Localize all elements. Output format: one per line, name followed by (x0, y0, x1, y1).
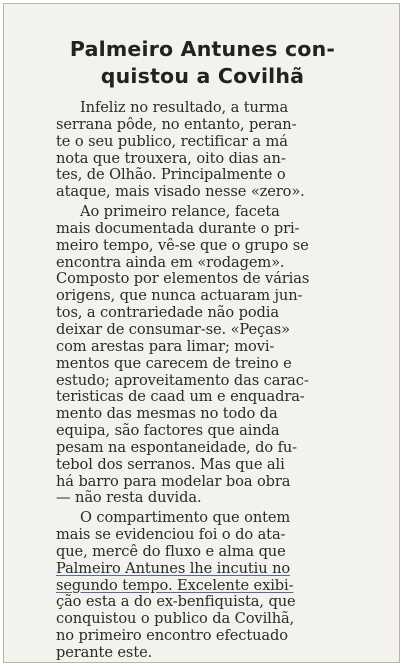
text-line: Infeliz no resultado, a turma (80, 100, 289, 116)
text-line: te o seu publico, rectificar a má (56, 133, 288, 150)
headline-line: quistou a Covilhã (100, 64, 305, 88)
text-line: O compartimento que ontem (80, 510, 291, 527)
text-line: com arestas para limar; movi- (56, 338, 275, 355)
text-line: deixar de consumar-se. «Peças» (56, 321, 290, 338)
paragraph-3 (56, 510, 379, 662)
text-line: estudo; aproveitamento das carac- (56, 372, 309, 389)
paragraph-1 (56, 100, 379, 201)
text-line: teristicas de caad um e enquadra- (56, 389, 305, 406)
text-line: encontra ainda em «rodagem». (56, 254, 285, 271)
newspaper-clipping (3, 3, 400, 663)
article-body (56, 100, 379, 662)
text-line: mento das mesmas no todo da (56, 406, 278, 423)
text-line-underlined: Palmeiro Antunes lhe incutiu no (56, 560, 291, 577)
text-line: perante este. (56, 645, 153, 661)
text-line: meiro tempo, vê-se que o grupo se (56, 237, 309, 254)
text-line: equipa, são factores que ainda (56, 423, 280, 440)
text-line: origens, que nunca actuaram jun- (56, 288, 303, 305)
text-line: há barro para modelar boa obra (56, 473, 291, 490)
text-line: ataque, mais visado nesse «zero». (56, 184, 305, 201)
text-line: serrana pôde, no entanto, peran- (56, 116, 297, 133)
text-line: tes, de Olhão. Principalmente o (56, 167, 286, 184)
headline-line: Palmeiro Antunes con- (69, 37, 336, 61)
text-line: mentos que carecem de treino e (56, 355, 292, 372)
text-line: — não resta duvida. (56, 490, 202, 507)
text-line: ção esta a do ex-benfiquista, que (56, 594, 296, 611)
text-line: Composto por elementos de várias (56, 271, 310, 288)
text-line: mais se evidenciou foi o do ata- (56, 527, 286, 544)
text-line: mais documentada durante o pri- (56, 220, 300, 237)
text-line: que, mercê do fluxo e alma que (56, 543, 286, 560)
text-line: conquistou o publico da Covilhã, (56, 611, 295, 628)
text-line: no primeiro encontro efectuado (56, 628, 288, 645)
paragraph-2 (56, 204, 379, 507)
text-line: nota que trouxera, oito dias an- (56, 150, 286, 167)
text-line: tos, a contrariedade não podia (56, 305, 279, 322)
text-line: tebol dos serranos. Mas que ali (56, 456, 285, 473)
headline (16, 36, 389, 90)
text-line: Ao primeiro relance, faceta (80, 204, 280, 221)
text-line: pesam na espontaneidade, do fu- (56, 439, 298, 456)
text-line-underlined: segundo tempo. Excelente exibi- (56, 577, 294, 594)
